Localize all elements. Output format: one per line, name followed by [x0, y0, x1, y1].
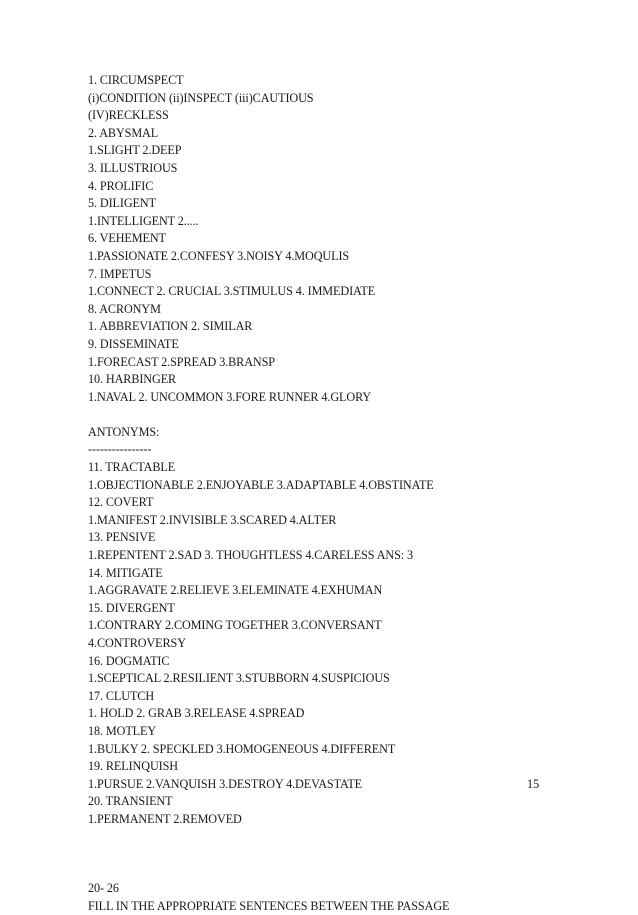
text-line: 14. MITIGATE	[88, 565, 163, 580]
spacer	[88, 829, 598, 863]
text-line: 1.INTELLIGENT 2.....	[88, 213, 199, 228]
text-line: 1. HOLD 2. GRAB 3.RELEASE 4.SPREAD	[88, 706, 305, 721]
text-line: 1.BULKY 2. SPECKLED 3.HOMOGENEOUS 4.DIFFERENT	[88, 741, 396, 756]
text-line: 1.PERMANENT 2.REMOVED	[88, 811, 242, 826]
text-line: 4.CONTROVERSY	[88, 636, 186, 650]
text-line: 1.OBJECTIONABLE 2.ENJOYABLE 3.ADAPTABLE 4.OBSTINATE	[88, 477, 434, 492]
text-line: 12. COVERT	[88, 495, 154, 510]
text-line: 9. DISSEMINATE	[88, 336, 179, 351]
text-line: 1.REPENTENT 2.SAD 3. THOUGHTLESS 4.CARELESS ANS: 3	[88, 548, 413, 563]
text-line: 3. ILLUSTRIOUS	[88, 160, 178, 175]
fill-in-section	[88, 880, 598, 915]
text-line: (IV)RECKLESS	[88, 108, 169, 123]
text-line: 15. DIVERGENT	[88, 600, 175, 615]
text-line: 1.FORECAST 2.SPREAD 3.BRANSP	[88, 354, 275, 369]
text-line: 8. ACRONYM	[88, 301, 161, 316]
text-line: 7. IMPETUS	[88, 266, 152, 281]
text-line: 19. RELINQUISH	[88, 759, 179, 774]
text-line: 1.SLIGHT 2.DEEP	[88, 143, 182, 158]
text-line: 1.AGGRAVATE 2.RELIEVE 3.ELEMINATE 4.EXHUMAN	[88, 583, 383, 598]
antonyms-section	[88, 424, 598, 829]
text-line: 1.SCEPTICAL 2.RESILIENT 3.STUBBORN 4.SUSPICIOUS	[88, 671, 390, 686]
text-line: 11. TRACTABLE	[88, 460, 176, 475]
section-divider: ----------------	[88, 442, 152, 457]
text-line: 1.CONTRARY 2.COMING TOGETHER 3.CONVERSANT	[88, 618, 382, 633]
text-line: 16. DOGMATIC	[88, 653, 170, 668]
section-heading: ANTONYMS:	[88, 424, 160, 439]
spacer	[88, 406, 598, 424]
text-line: 6. VEHEMENT	[88, 231, 166, 246]
text-line: 13. PENSIVE	[88, 530, 156, 545]
text-line: 5. DILIGENT	[88, 196, 156, 211]
text-line: 1.CONNECT 2. CRUCIAL 3.STIMULUS 4. IMMEDIATE	[88, 284, 376, 299]
document-body	[88, 72, 598, 915]
text-line: 1.MANIFEST 2.INVISIBLE 3.SCARED 4.ALTER	[88, 512, 337, 527]
text-line: 18. MOTLEY	[88, 723, 157, 738]
text-line: 1.PASSIONATE 2.CONFESY 3.NOISY 4.MOQULIS	[88, 248, 350, 263]
text-line: (i)CONDITION (ii)INSPECT (iii)CAUTIOUS	[88, 90, 314, 105]
text-line: 1.PURSUE 2.VANQUISH 3.DESTROY 4.DEVASTATE	[88, 776, 363, 791]
text-line: 4. PROLIFIC	[88, 178, 154, 193]
text-line: 17. CLUTCH	[88, 688, 155, 703]
text-line: 10. HARBINGER	[88, 372, 177, 387]
text-line: 1. CIRCUMSPECT	[88, 73, 184, 87]
section-instruction: FILL IN THE APPROPRIATE SENTENCES BETWEEN THE PASSAGE	[88, 898, 450, 913]
text-line: 2. ABYSMAL	[88, 125, 159, 140]
text-line: 20. TRANSIENT	[88, 794, 173, 809]
spacer	[88, 863, 598, 881]
text-line: 1.NAVAL 2. UNCOMMON 3.FORE RUNNER 4.GLORY	[88, 389, 372, 404]
text-line: 1. ABBREVIATION 2. SIMILAR	[88, 319, 253, 334]
synonyms-section	[88, 72, 598, 406]
text-line: 20- 26	[88, 881, 119, 896]
page-number: 15	[527, 777, 540, 791]
